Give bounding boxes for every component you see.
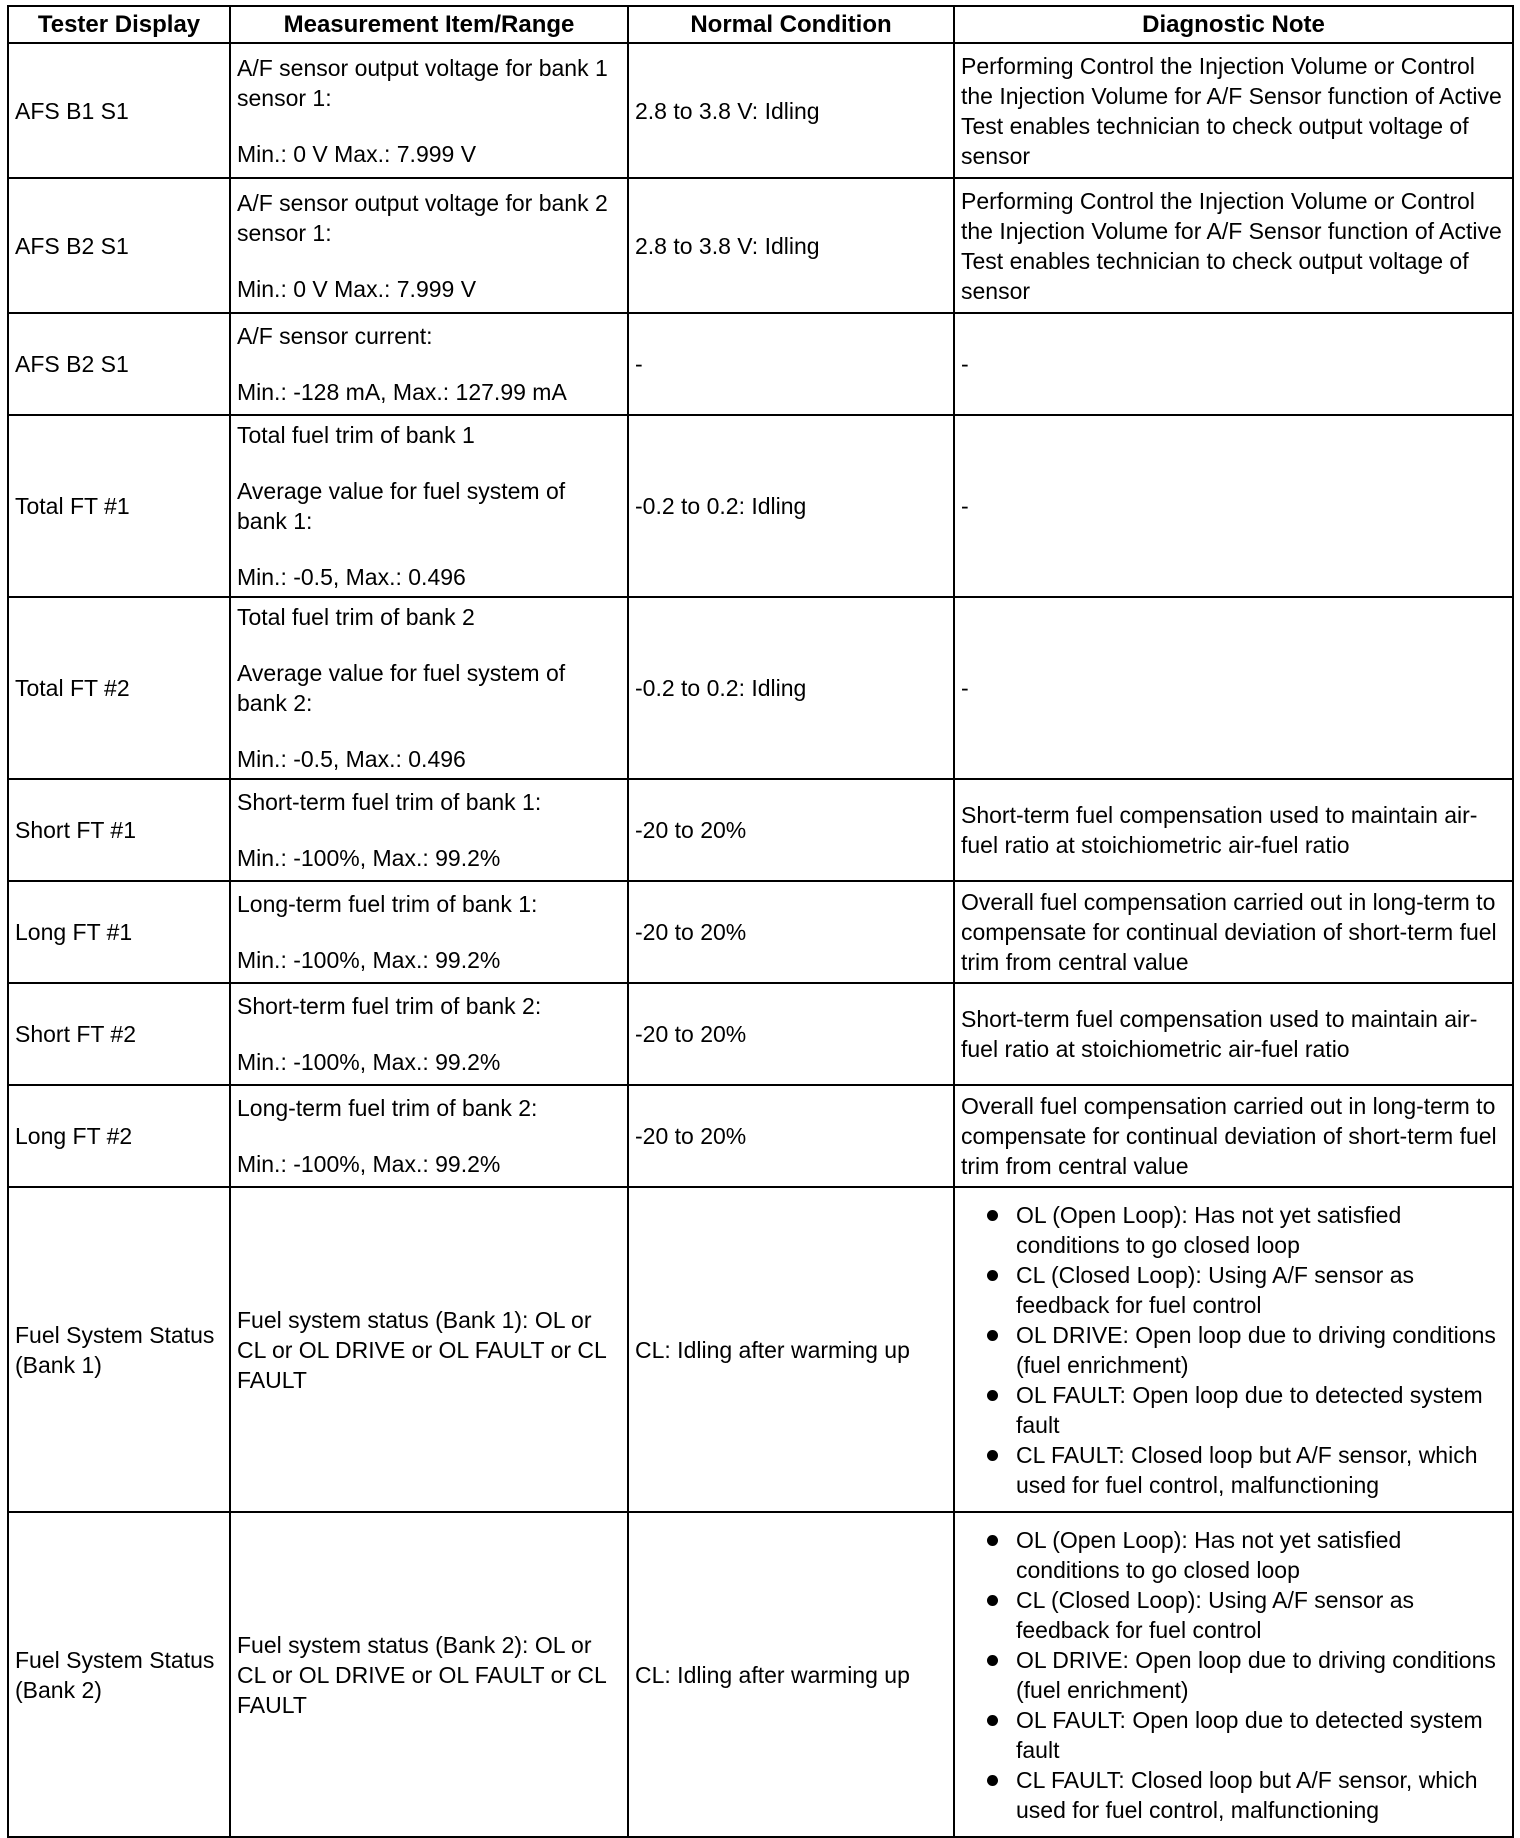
table-row [8,881,1513,983]
normal-condition-cell: CL: Idling after warming up [628,1187,954,1512]
measurement-line: Min.: -128 mA, Max.: 127.99 mA [237,379,567,405]
data-list-table-container [7,5,1514,1838]
table-row [8,1512,1513,1837]
measurement-line: Min.: -0.5, Max.: 0.496 [237,564,466,590]
list-item: OL (Open Loop): Has not yet satisfied conditions to go closed loop [961,1525,1506,1585]
normal-condition-cell: -20 to 20% [628,779,954,881]
tester-display-cell: AFS B2 S1 [8,313,230,415]
table-row [8,43,1513,178]
measurement-cell [230,43,628,178]
measurement-line: Min.: -0.5, Max.: 0.496 [237,746,466,772]
measurement-cell [230,1085,628,1187]
measurement-line: A/F sensor current: [237,323,433,349]
list-item: CL (Closed Loop): Using A/F sensor as feedback for fuel control [961,1585,1506,1645]
status-notes-list [961,1525,1506,1825]
measurement-cell [230,983,628,1085]
measurement-line: Short-term fuel trim of bank 2: [237,993,542,1019]
data-list-table [7,5,1514,1838]
measurement-line: Long-term fuel trim of bank 2: [237,1095,538,1121]
measurement-line: Min.: -100%, Max.: 99.2% [237,845,501,871]
header-normal-condition: Normal Condition [628,6,954,43]
measurement-line: Total fuel trim of bank 2 [237,604,475,630]
table-row [8,1085,1513,1187]
normal-condition-cell: -0.2 to 0.2: Idling [628,415,954,597]
table-row [8,983,1513,1085]
measurement-line: Min.: -100%, Max.: 99.2% [237,947,501,973]
normal-condition-cell: - [628,313,954,415]
measurement-line: Min.: -100%, Max.: 99.2% [237,1151,501,1177]
table-row [8,779,1513,881]
diagnostic-note-cell: Short-term fuel compensation used to maintain air-fuel ratio at stoichiometric air-fuel ratio [954,983,1513,1085]
list-item: OL (Open Loop): Has not yet satisfied conditions to go closed loop [961,1200,1506,1260]
measurement-line: Long-term fuel trim of bank 1: [237,891,538,917]
table-row [8,178,1513,313]
measurement-cell [230,178,628,313]
measurement-cell [230,1512,628,1837]
measurement-line: Average value for fuel system of bank 2: [237,660,566,716]
normal-condition-cell: CL: Idling after warming up [628,1512,954,1837]
diagnostic-note-cell: - [954,415,1513,597]
diagnostic-note-cell: - [954,313,1513,415]
tester-display-cell: Fuel System Status (Bank 1) [8,1187,230,1512]
diagnostic-note-cell: Overall fuel compensation carried out in long-term to compensate for continual deviation of short-term fuel trim from central value [954,881,1513,983]
diagnostic-note-cell: Performing Control the Injection Volume or Control the Injection Volume for A/F Sensor function of Active Test enables technician to check output voltage of sensor [954,178,1513,313]
measurement-cell [230,881,628,983]
table-header-row [8,6,1513,43]
table-row [8,313,1513,415]
measurement-cell [230,313,628,415]
normal-condition-cell: 2.8 to 3.8 V: Idling [628,178,954,313]
tester-display-cell: Fuel System Status (Bank 2) [8,1512,230,1837]
diagnostic-note-cell: - [954,597,1513,779]
diagnostic-note-cell [954,1187,1513,1512]
list-item: CL FAULT: Closed loop but A/F sensor, which used for fuel control, malfunctioning [961,1765,1506,1825]
measurement-line: Min.: -100%, Max.: 99.2% [237,1049,501,1075]
measurement-line: Total fuel trim of bank 1 [237,422,475,448]
normal-condition-cell: -0.2 to 0.2: Idling [628,597,954,779]
table-row [8,415,1513,597]
measurement-cell [230,597,628,779]
diagnostic-note-cell: Performing Control the Injection Volume or Control the Injection Volume for A/F Sensor function of Active Test enables technician to check output voltage of sensor [954,43,1513,178]
tester-display-cell: Total FT #2 [8,597,230,779]
normal-condition-cell: 2.8 to 3.8 V: Idling [628,43,954,178]
list-item: CL FAULT: Closed loop but A/F sensor, which used for fuel control, malfunctioning [961,1440,1506,1500]
table-row [8,597,1513,779]
diagnostic-note-cell: Short-term fuel compensation used to maintain air-fuel ratio at stoichiometric air-fuel ratio [954,779,1513,881]
measurement-line: Short-term fuel trim of bank 1: [237,789,542,815]
measurement-line: Min.: 0 V Max.: 7.999 V [237,275,477,302]
tester-display-cell: Long FT #1 [8,881,230,983]
measurement-line: Average value for fuel system of bank 1: [237,478,566,534]
status-notes-list [961,1200,1506,1500]
tester-display-cell: AFS B1 S1 [8,43,230,178]
measurement-cell [230,415,628,597]
diagnostic-note-cell: Overall fuel compensation carried out in long-term to compensate for continual deviation of short-term fuel trim from central value [954,1085,1513,1187]
tester-display-cell: AFS B2 S1 [8,178,230,313]
header-diagnostic-note: Diagnostic Note [954,6,1513,43]
measurement-line: Fuel system status (Bank 1): OL or CL or OL DRIVE or OL FAULT or CL FAULT [237,1306,606,1393]
measurement-line: A/F sensor output voltage for bank 2 sensor 1: [237,189,608,246]
list-item: OL DRIVE: Open loop due to driving conditions (fuel enrichment) [961,1645,1506,1705]
measurement-line: Fuel system status (Bank 2): OL or CL or OL DRIVE or OL FAULT or CL FAULT [237,1631,606,1718]
list-item: CL (Closed Loop): Using A/F sensor as feedback for fuel control [961,1260,1506,1320]
header-measurement-item: Measurement Item/Range [230,6,628,43]
list-item: OL FAULT: Open loop due to detected system fault [961,1705,1506,1765]
table-row [8,1187,1513,1512]
measurement-cell [230,779,628,881]
tester-display-cell: Short FT #1 [8,779,230,881]
measurement-cell [230,1187,628,1512]
normal-condition-cell: -20 to 20% [628,881,954,983]
header-tester-display: Tester Display [8,6,230,43]
tester-display-cell: Short FT #2 [8,983,230,1085]
diagnostic-note-cell [954,1512,1513,1837]
measurement-line: Min.: 0 V Max.: 7.999 V [237,140,477,167]
list-item: OL FAULT: Open loop due to detected system fault [961,1380,1506,1440]
measurement-line: A/F sensor output voltage for bank 1 sensor 1: [237,54,608,111]
tester-display-cell: Total FT #1 [8,415,230,597]
normal-condition-cell: -20 to 20% [628,983,954,1085]
tester-display-cell: Long FT #2 [8,1085,230,1187]
list-item: OL DRIVE: Open loop due to driving conditions (fuel enrichment) [961,1320,1506,1380]
normal-condition-cell: -20 to 20% [628,1085,954,1187]
